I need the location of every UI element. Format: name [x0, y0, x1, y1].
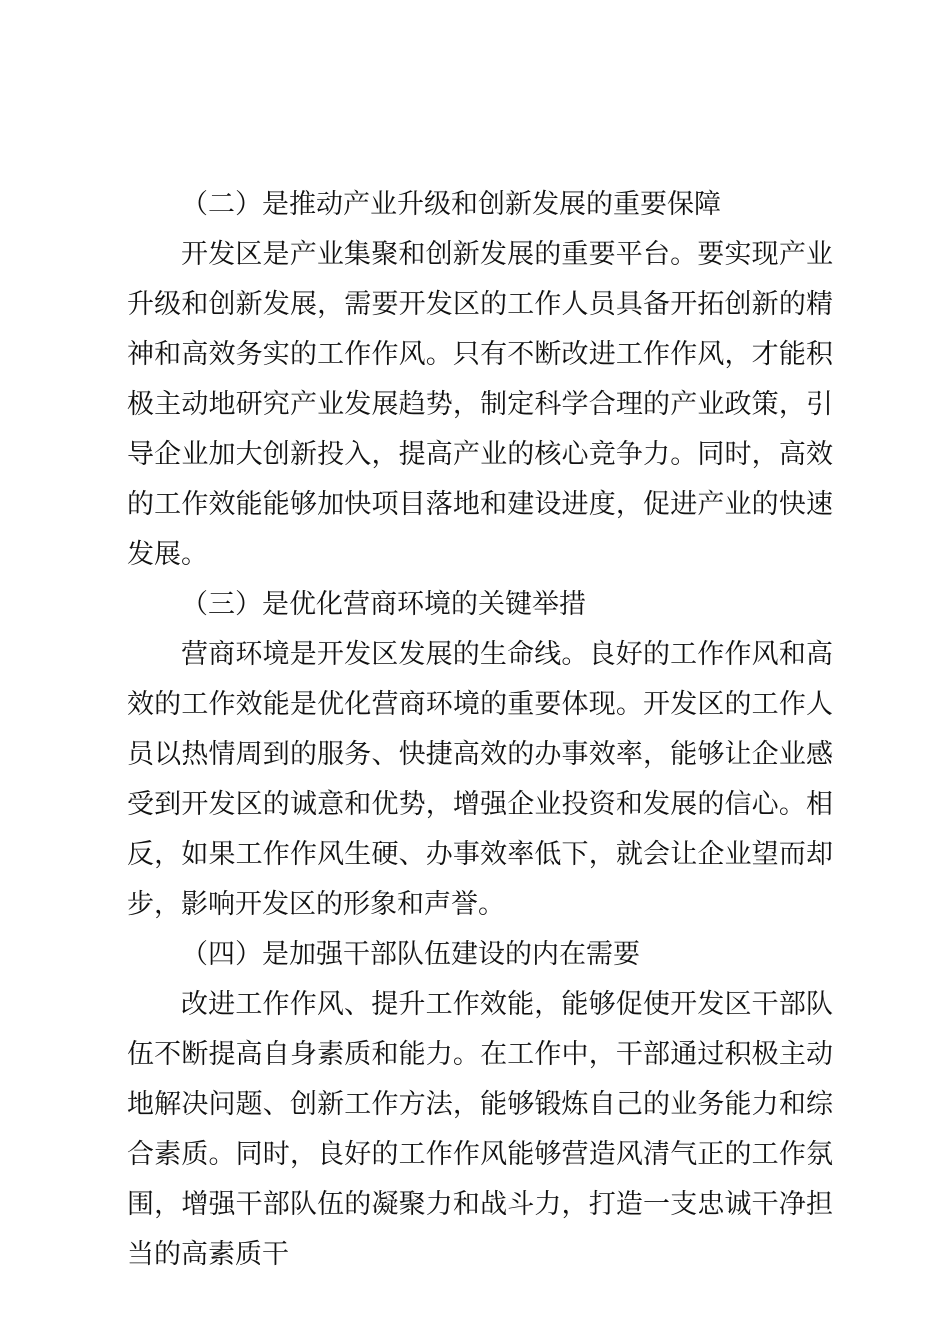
- section-heading-4: （四）是加强干部队伍建设的内在需要: [181, 939, 640, 970]
- section-paragraph-3: 营商环境是开发区发展的生命线。良好的工作作风和高效的工作效能是优化营商环境的重要体现。开发区的工作人员以热情周到的服务、快捷高效的办事效率，能够让企业感受到开发区的诚意和优势，增强企业投资和发展的信心。相反，如果工作作风生硬、办事效率低下，就会让企业望而却步，影响开发区的形象和声誉。: [127, 639, 833, 920]
- document-body: [127, 180, 833, 1280]
- section-paragraph-4: 改进工作作风、提升工作效能，能够促使开发区干部队伍不断提高自身素质和能力。在工作中，干部通过积极主动地解决问题、创新工作方法，能够锻炼自己的业务能力和综合素质。同时，良好的工作作风能够营造风清气正的工作氛围，增强干部队伍的凝聚力和战斗力，打造一支忠诚干净担当的高素质干: [127, 989, 833, 1270]
- section-heading-2: （二）是推动产业升级和创新发展的重要保障: [181, 189, 721, 220]
- section-heading-3: （三）是优化营商环境的关键举措: [181, 589, 586, 620]
- section-paragraph-2: 开发区是产业集聚和创新发展的重要平台。要实现产业升级和创新发展，需要开发区的工作人员具备开拓创新的精神和高效务实的工作作风。只有不断改进工作作风，才能积极主动地研究产业发展趋势，制定科学合理的产业政策，引导企业加大创新投入，提高产业的核心竞争力。同时，高效的工作效能能够加快项目落地和建设进度，促进产业的快速发展。: [127, 239, 833, 570]
